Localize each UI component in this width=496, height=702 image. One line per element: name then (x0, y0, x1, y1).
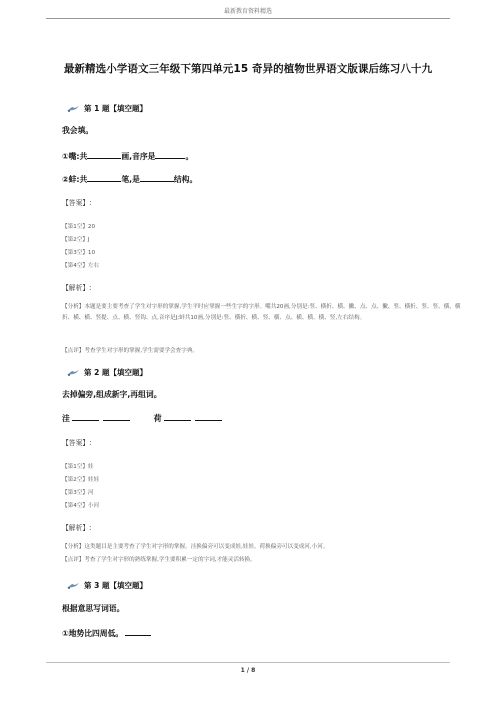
blank-field[interactable] (155, 150, 185, 159)
blank-field[interactable] (72, 412, 99, 421)
blank-field[interactable] (164, 412, 191, 421)
question-2-line-1: 洼 荷 (62, 412, 222, 424)
question-2-title: 第 2 题【填空题】 (84, 368, 147, 377)
question-3-title: 第 3 题【填空题】 (84, 581, 147, 590)
blank-field[interactable] (87, 173, 121, 182)
header-divider (46, 18, 450, 19)
blank-field[interactable] (140, 173, 174, 182)
answer-item: 【第2空】J (62, 237, 90, 243)
blank-field[interactable] (103, 412, 130, 421)
page-header: 最新教育资料精选 (223, 8, 272, 15)
question-1-title: 第 1 题【填空题】 (84, 104, 147, 113)
answer-item: 【第1空】20 (62, 224, 96, 230)
question-2-prompt: 去掉偏旁,组成新字,再组词。 (62, 390, 162, 399)
pencil-bird-icon (66, 369, 80, 377)
question-3-line-1: ①地势比四周低。 (62, 627, 151, 639)
pencil-bird-icon (66, 582, 80, 590)
answer-label: 【答案】: (62, 199, 92, 207)
document-title: 最新精选小学语文三年级下第四单元15 奇异的植物世界语文版课后练习八十九 (63, 63, 433, 75)
footer-divider (46, 662, 450, 663)
answer-item: 【第4空】小河 (62, 503, 100, 509)
blank-field[interactable] (87, 150, 121, 159)
answer-item: 【第3空】10 (62, 250, 96, 256)
analysis-text: 【分析】这类题目是主要考查了学生对字形的掌握。洼换偏旁可以变成娃,娃娃。荷换偏旁可以变成河,小河。 (62, 544, 329, 550)
comment-text: 【点评】考查了学生对字形的熟练掌握,学生要积累一定的字词,才能灵活转换。 (62, 557, 256, 563)
question-1-line-1: ①嘴:共 画,音序是 。 (62, 152, 194, 161)
question-3-header (66, 580, 147, 591)
answer-item: 【第4空】左右 (62, 263, 100, 269)
comment-text: 【点评】考查学生对字形的掌握,学生需要学会查字典。 (62, 348, 199, 354)
question-1-line-2: ②蚌:共 笔,是 结构。 (62, 175, 198, 184)
answer-item: 【第1空】娃 (62, 464, 94, 470)
analysis-text: 【分析】本题是要主要考查了学生对字形的掌握,学生平时应掌握一些生字的字形。嘴共20画,分别是:竖、横折、横、撇、点、点、撇、竖、横折、竖、竖、横、横折、横、横、竖提、点、横、竖钩、点,音序是J;蚌共10画,分别是:竖、横折、横、竖、横、点、横、横、横、竖,左右结构。 (62, 304, 461, 321)
answer-item: 【第2空】娃娃 (62, 477, 100, 483)
blank-field[interactable] (195, 412, 222, 421)
question-2-header (66, 367, 147, 378)
analysis-label: 【解析】: (62, 284, 92, 292)
answer-label: 【答案】: (62, 439, 92, 447)
analysis-label: 【解析】: (62, 524, 92, 532)
page-number: 1 / 8 (240, 667, 256, 674)
answer-item: 【第3空】河 (62, 490, 94, 496)
question-1-header (66, 103, 147, 114)
blank-field[interactable] (125, 627, 151, 636)
pencil-bird-icon (66, 105, 80, 113)
question-3-prompt: 根据意思写词语。 (62, 604, 125, 613)
question-1-prompt: 我会填。 (62, 126, 94, 135)
